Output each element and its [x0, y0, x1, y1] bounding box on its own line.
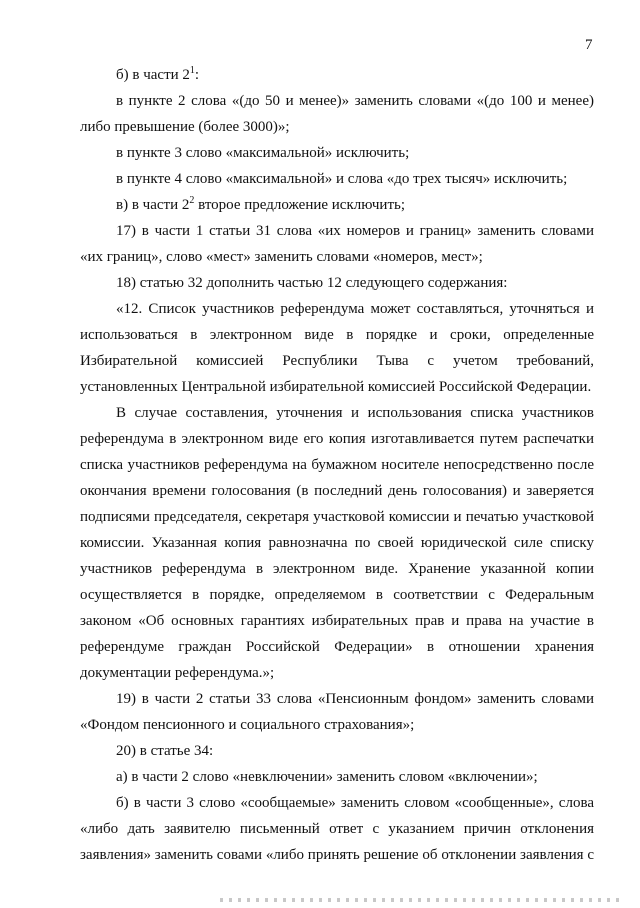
paragraph-19: 19) в части 2 статьи 33 слова «Пенсионным фондом» заменить словами «Фондом пенсионного и социального страхования»; — [80, 691, 594, 733]
scan-artifact — [220, 898, 620, 902]
paragraph-text: : — [194, 67, 200, 83]
document-body — [80, 62, 594, 868]
paragraph-20-b: б) в части 3 слово «сообщаемые» заменить словом «сообщенные», слова «либо дать заявителю письменный ответ с указанием причин отклонения заявления» заменить совами «либо принять решение об отклонении заявления с — [80, 795, 594, 863]
paragraph-item-3: в пункте 3 слово «максимальной» исключить; — [116, 145, 410, 161]
paragraph-text: в) в части 2 — [116, 197, 190, 213]
paragraph-copy-procedure: В случае составления, уточнения и использования списка участников референдума в электронном виде его копия изготавливается путем распечатки списка участников референдума на бумажном носителе непосредственно после окончания времени голосования (в последний день голосования) и заверяется подписями председателя, секретаря участковой комиссии и печатью участковой комиссии. Указанная копия равнозначна по своей юридической силе списку участников референдума в электронном виде. Хранение указанной копии осуществляется в порядке, определяемом в соответствии с Федеральным законом «Об основных гарантиях избирательных прав и права на участие в референдуме граждан Российской Федерации» в отношении хранения документации референдума.»; — [80, 405, 594, 681]
paragraph-20: 20) в статье 34: — [116, 743, 214, 759]
paragraph-text: второе предложение исключить; — [194, 197, 406, 213]
paragraph-item-4: в пункте 4 слово «максимальной» и слова «до трех тысяч» исключить; — [116, 171, 568, 187]
paragraph-text: б) в части 2 — [116, 67, 190, 83]
page-number: 7 — [585, 37, 593, 53]
paragraph-17: 17) в части 1 статьи 31 слова «их номеров и границ» заменить словами «их границ», слово «мест» заменить словами «номеров, мест»; — [80, 223, 594, 265]
paragraph-b-part-2-1 — [80, 62, 594, 88]
paragraph-20-a: а) в части 2 слово «невключении» заменить словом «включении»; — [116, 769, 538, 785]
paragraph-item-2: в пункте 2 слова «(до 50 и менее)» заменить словами «(до 100 и менее) либо превышение (более 3000)»; — [80, 93, 594, 135]
superscript: 2 — [189, 195, 195, 206]
paragraph-quote-12: «12. Список участников референдума может составляться, уточняться и использоваться в электронном виде в порядке и сроки, определенные Избирательной комиссией Республики Тыва с учетом требований, установленных Центральной избирательной комиссией Российской Федерации. — [80, 301, 594, 395]
paragraph-18: 18) статью 32 дополнить частью 12 следующего содержания: — [116, 275, 508, 291]
paragraph-v-part-2-2 — [80, 192, 594, 218]
superscript: 1 — [189, 65, 195, 76]
